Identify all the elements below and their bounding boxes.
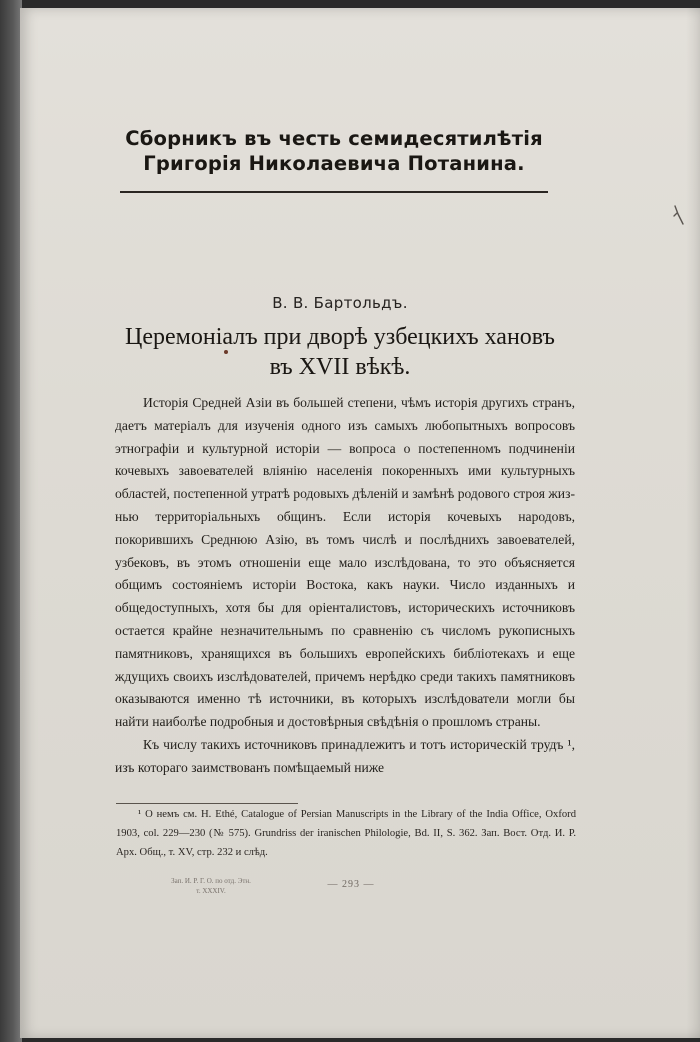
paragraph: Къ числу такихъ источниковъ принадлежитъ и тотъ историческій трудъ ¹, изъ котораго заимствованъ помѣщаемый ниже xyxy=(115,736,575,775)
background-edge xyxy=(0,0,22,1042)
signature-line2: т. XXXIV. xyxy=(196,887,226,895)
journal-header xyxy=(112,126,556,176)
paragraph: Исторія Средней Азіи въ большей степени, чѣмъ исторія другихъ странъ, даетъ матеріалъ для изученія одного изъ самыхъ любопытныхъ вопросовъ этнографіи и культурной исторіи — вопроса о постепенномъ подчиненіи кочевыхъ завоевателей вліянію населенія покоренныхъ ими культурныхъ областей, постепенной утратѣ родовыхъ дѣленій и замѣнѣ родового строя жизнью территоріальныхъ общинъ. Если исторія кочевыхъ народовъ, покорившихъ Среднюю Азію, въ томъ числѣ и послѣднихъ завоевателей, узбековъ, въ этомъ отношеніи еще мало изслѣдована, то это объясняется общимъ состояніемъ исторіи Востока, какъ науки. Число изданныхъ и общедоступныхъ, хотя бы для оріенталистовъ, историческихъ источниковъ остается крайне незначительнымъ по сравненію съ числомъ рукописныхъ памятниковъ, хранящихся въ большихъ европейскихъ библіотекахъ и еще ждущихъ своихъ изслѣдователей, причемъ нерѣдко среди такихъ памятниковъ оказываются именно тѣ источники, въ которыхъ изслѣдователи могли бы найти наиболѣе подробныя и достовѣрныя свѣдѣнія о прошломъ страны. xyxy=(115,395,575,730)
article-author: В. В. Бартольдъ. xyxy=(272,294,408,312)
signature-line1: Зап. И. Р. Г. О. по отд. Этн. xyxy=(171,877,251,885)
pencil-mark-icon xyxy=(672,204,686,226)
header-divider xyxy=(120,191,548,193)
document-page xyxy=(20,8,700,1038)
page-shadow xyxy=(686,8,700,1038)
ink-spot xyxy=(224,350,228,354)
article-title xyxy=(120,322,560,382)
article-title-line1: Церемоніалъ при дворѣ узбецкихъ хановъ xyxy=(125,324,555,350)
journal-header-line1: Сборникъ въ честь семидесятилѣтія xyxy=(125,127,543,150)
footnote: ¹ О немъ см. H. Ethé, Catalogue of Persian Manuscripts in the Library of the India Office, Oxford 1903, col. 229—230 (№ 575). Grundriss der iranischen Philologie, Bd. II, S. 362. Зап. Вост. Отд. И. Р. Арх. Общ., т. XV, стр. 232 и слѣд. xyxy=(116,809,576,858)
footnote-divider xyxy=(116,803,298,804)
article-title-line2: въ XVII вѣкѣ. xyxy=(269,354,411,380)
page-number: — 293 — xyxy=(327,879,375,890)
journal-header-line2: Григорія Николаевича Потанина. xyxy=(143,152,525,175)
signature-mark xyxy=(136,876,286,896)
article-body xyxy=(115,392,575,780)
